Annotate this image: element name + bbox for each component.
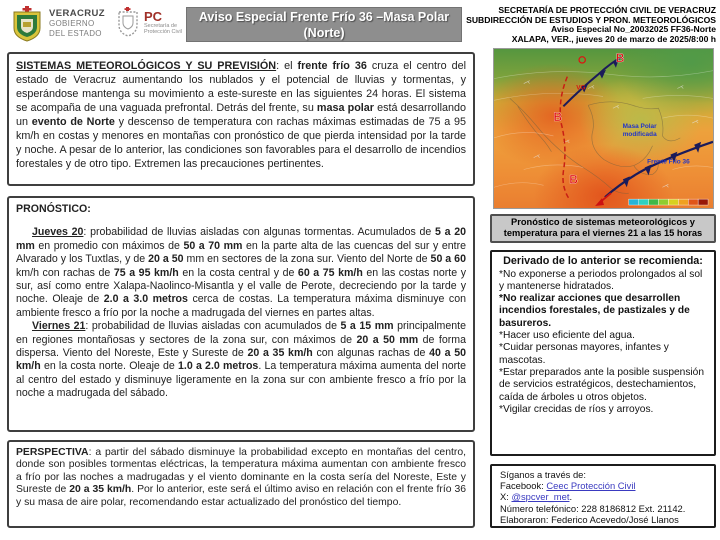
- x-label: X:: [500, 491, 512, 503]
- veracruz-logo-sub2: DEL ESTADO: [49, 29, 102, 38]
- agency-name: SECRETARÍA DE PROTECCIÓN CIVIL DE VERACRUZ: [498, 5, 716, 15]
- x-suffix: .: [569, 491, 573, 503]
- x-line: [500, 491, 706, 502]
- low-pressure-symbol: B: [569, 172, 578, 187]
- veracruz-coat-of-arms-icon: [10, 6, 44, 42]
- agency-subdivision: SUBDIRECCIÓN DE ESTUDIOS Y PRON. METEOROLÓGICOS: [466, 14, 716, 25]
- advisory-title-line1: Aviso Especial Frente Frío 36 –Masa Polar: [198, 10, 450, 24]
- polar-airmass-label-line2: modificada: [622, 130, 657, 138]
- proteccion-civil-logo: [116, 7, 182, 39]
- weather-forecast-map: [493, 48, 714, 209]
- pc-logo-sub2: Protección Civil: [144, 29, 182, 35]
- forecast-section: [7, 196, 475, 432]
- civil-protection-shield-icon: [116, 7, 140, 39]
- recommendations-section: [490, 250, 716, 456]
- recommendation-item: *Estar preparados ante la posible suspensión de servicios estratégicos, destechamientos, caída de árboles u otros objetos.: [499, 366, 705, 403]
- recommendation-item: *Hacer uso eficiente del agua.: [499, 330, 635, 342]
- advisory-title-banner: [186, 7, 462, 42]
- outlook-paragraph: PERSPECTIVA: a partir del sábado disminuye la probabilidad excepto en montañas del centro, donde son posibles tormentas eléctricas, la temperatura máxima aumentan con ambiente fresco a frío por las noches a madrugadas y el viento dominante en la costa sería del Noreste, Este y Sureste de 20 a 35 km/h. Por lo anterior, este será el último aviso en relación con el frente frío 36 y su masa de aire polar, recomendando estar actualizado del pronóstico del tiempo.: [16, 447, 466, 508]
- phone-number: Número telefónico: 228 8186812 Ext. 21142.: [500, 502, 686, 514]
- contact-section: [490, 464, 716, 528]
- issuing-agency-block: [464, 6, 716, 45]
- veracruz-government-logo: [10, 6, 105, 42]
- recommendation-item: *No realizar acciones que desarrollen incendios forestales, de pastizales y de basureros.: [499, 293, 690, 329]
- forecast-friday-paragraph: Viernes 21: probabilidad de lluvias aisladas con acumulados de 5 a 15 mm principalmente en regiones montañosas y sectores de la zona sur, con máximos de 20 a 50 mm de forma dispersa. Viento del Noreste, Este y Sureste de 20 a 35 km/h con algunas rachas de 40 a 50 km/h en la costa norte. Oleaje de 1.0 a 2.0 metros. La temperatura máxima aumenta del norte al centro del estado y disminuye ligeramente en la zona sur con ambiente fresco a frío por la noche a madrugada del sábado.: [16, 320, 467, 400]
- recommendation-item: *No exponerse a periodos prolongados al sol y mantenerse hidratados.: [499, 268, 703, 292]
- map-caption: Pronóstico de sistemas meteorológicos y temperatura para el viernes 21 a las 15 horas: [490, 214, 716, 243]
- weather-systems-section: [7, 52, 475, 186]
- x-handle-link[interactable]: @spcver_met: [511, 491, 570, 503]
- forecast-thursday-paragraph: Jueves 20: probabilidad de lluvias aisladas con algunas tormentas. Acumulados de 5 a 20 mm en promedio con máximos de 50 a 70 mm en la parte alta de las cuencas del sur y entre Alvarado y los Tuxtlas, y de 20 a 50 mm en sectores de la zona sur. Viento del Norte de 50 a 60 km/h con rachas de 75 a 95 km/h en la costa central y de 60 a 75 km/h en las costas norte y sur, así como entre Xalapa-Naolinco-Misantla y el valle de Perote, decreciendo por la tarde y noche. Oleaje de 2.0 a 3.0 metros cerca de costas. La temperatura máxima disminuye con ambiente fresco a frío por la noche a madrugada del viernes en partes altas.: [16, 226, 466, 319]
- advisory-number: Aviso Especial No_20032025 FF36-Norte: [551, 24, 716, 35]
- recommendation-item: *Cuidar personas mayores, infantes y mascotas.: [499, 342, 669, 366]
- forecast-heading: PRONÓSTICO:: [16, 203, 91, 215]
- veracruz-logo-name: VERACRUZ: [49, 8, 105, 19]
- recommendations-title: Derivado de lo anterior se recomienda:: [503, 255, 703, 267]
- credits: Elaboraron: Federico Acevedo/José Llanos: [500, 513, 679, 525]
- follow-us-label: Síganos a través de:: [500, 469, 586, 480]
- pc-logo-sub1: Secretaría de: [144, 23, 178, 29]
- advisory-title-line2: (Norte): [303, 26, 345, 40]
- low-pressure-symbol: B: [553, 110, 563, 125]
- weather-systems-paragraph: SISTEMAS METEOROLÓGICOS Y SU PREVISIÓN: el frente frío 36 cruza el centro del estado de Veracruz aumentando los nublados y el potencial de lluvias y tormentas, y esperándose mantenga su movimiento a este-sureste en las siguientes 24 horas. El sistema se acompaña de una vaguada prefrontal. Detrás del frente, su masa polar está desarrollando un evento de Norte y descenso de temperatura con rachas máximas estimadas de 75 a 95 km/h en costas y menores en montañas con pronóstico de que pierda intensidad por la tarde y noche. A pesar de lo anterior, las condiciones son favorables para el desarrollo de incendios forestales y de otro tipo. Extremen las precauciones pertinentes.: [16, 60, 467, 170]
- trough-label: VG: [576, 84, 586, 92]
- facebook-line: [500, 480, 706, 491]
- temperature-color-scale: [629, 199, 708, 205]
- facebook-label: Facebook:: [500, 480, 547, 492]
- low-pressure-symbol: B: [615, 50, 625, 65]
- outlook-section: [7, 440, 475, 528]
- cold-front-label: Frente Frío 36: [647, 158, 690, 166]
- veracruz-logo-sub1: GOBIERNO: [49, 19, 95, 28]
- recommendation-item: *Vigilar crecidas de ríos y arroyos.: [499, 403, 654, 415]
- pc-logo-name: PC: [144, 9, 163, 24]
- advisory-date-place: XALAPA, VER., jueves 20 de marzo de 2025/8:00 h: [511, 34, 716, 45]
- polar-airmass-label-line1: Masa Polar: [622, 123, 657, 131]
- facebook-link[interactable]: Ceec Protección Civil: [546, 480, 636, 492]
